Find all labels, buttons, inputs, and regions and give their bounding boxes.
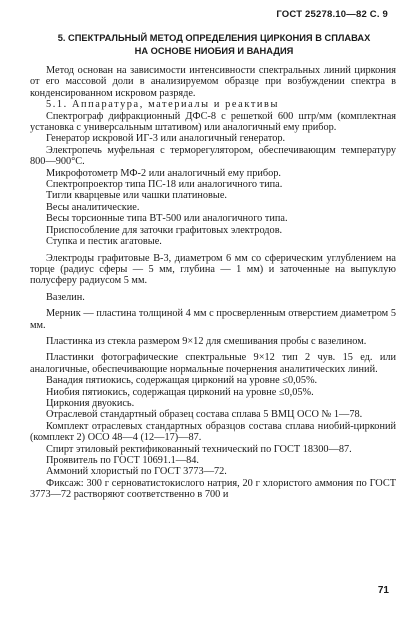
section-title-line-1: 5. СПЕКТРАЛЬНЫЙ МЕТОД ОПРЕДЕЛЕНИЯ ЦИРКОНИЯ В СПЛАВАХ (57, 33, 371, 43)
paragraph: Ступка и пестик агатовые. (46, 236, 162, 248)
paragraph: Отраслевой стандартный образец состава сплава 5 ВМЦ ОСО № 1—78. (46, 409, 363, 421)
paragraph: Электропечь муфельная с терморегулятором, обеспечивающим температуру 800—900°С. (30, 144, 396, 168)
page-number: 71 (377, 585, 389, 596)
paragraph: Циркония двуокись. (46, 397, 135, 409)
paragraph: Тигли кварцевые или чашки платиновые. (46, 190, 227, 202)
paragraph: Весы торсионные типа ВТ-500 или аналогичного типа. (46, 213, 288, 225)
paragraph: Проявитель по ГОСТ 10691.1—84. (46, 455, 199, 466)
paragraph: Ниобия пятиокись, содержащая цирконий на уровне ≤0,05%. (46, 386, 314, 398)
paragraph: Вазелин. (46, 291, 85, 303)
paragraph: Ванадия пятиокись, содержащая цирконий на уровне ≤0,05%. (46, 375, 318, 387)
paragraph: Метод основан на зависимости интенсивности спектральных линий циркония от его массовой доли в анализируемом образце при возбуждении спектра в конденсированном искровом разряде. (30, 65, 396, 99)
section-title-line-2: НА ОСНОВЕ НИОБИЯ И ВАНАДИЯ (134, 46, 294, 56)
page-header: ГОСТ 25278.10—82 С. 9 (276, 9, 388, 20)
paragraph: Приспособление для заточки графитовых электродов. (46, 224, 283, 236)
paragraph: Весы аналитические. (46, 201, 140, 213)
paragraph: Мерник — пластина толщиной 4 мм с просверленным отверстием диаметром 5 мм. (30, 308, 396, 331)
paragraph: Спектрограф дифракционный ДФС-8 с решеткой 600 штр/мм (комплектная установка с универсальным штативом) или аналогичный ему прибор. (30, 110, 396, 134)
document-body (30, 65, 396, 501)
paragraph: Фиксаж: 300 г серноватистокислого натрия, 20 г хлористого аммония по ГОСТ 3773—72 растворяют соответственно в 700 и (30, 477, 396, 501)
paragraph: Электроды графитовые В-3, диаметром 6 мм со сферическим углублением на торце (радиус сферы — 5 мм, глубина — 1 мм) и заточенные на выпуклую полусферу радиусом 5 мм. (30, 252, 396, 287)
paragraph: Генератор искровой ИГ-3 или аналогичный генератор. (46, 133, 286, 145)
paragraph: Аммоний хлористый по ГОСТ 3773—72. (46, 466, 227, 478)
paragraph: Пластинка из стекла размером 9×12 для смешивания пробы с вазелином. (46, 335, 367, 347)
subsection-heading: 5.1. Аппаратура, материалы и реактивы (46, 99, 280, 111)
paragraph: Пластинки фотографические спектральные 9×12 тип 2 чув. 15 ед. или аналогичные, обеспечивающие нормальные почернения аналитических линий. (30, 352, 396, 375)
paragraph: Спектропроектор типа ПС-18 или аналогичного типа. (46, 179, 283, 191)
paragraph: Комплект отраслевых стандартных образцов состава сплава ниобий-цирконий (комплект 2) ОСО 48—4 (12—17)—87. (30, 420, 396, 444)
paragraph: Микрофотометр МФ-2 или аналогичный ему прибор. (46, 167, 281, 179)
section-title (30, 32, 398, 58)
paragraph: Спирт этиловый ректификованный технический по ГОСТ 18300—87. (46, 443, 352, 455)
